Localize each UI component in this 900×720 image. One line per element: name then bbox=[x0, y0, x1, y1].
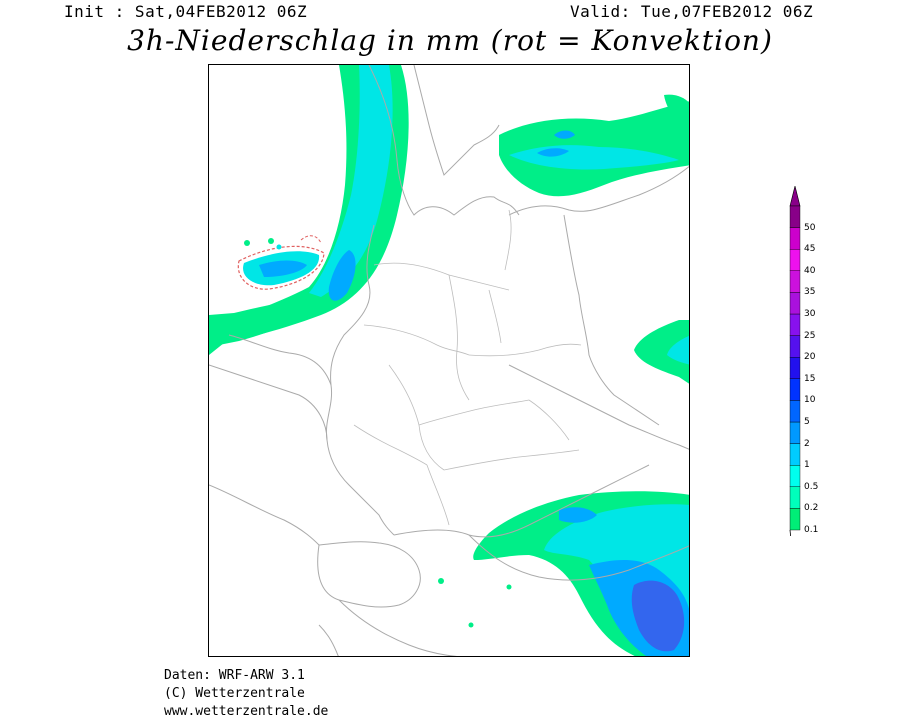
legend-swatch bbox=[790, 508, 800, 530]
border-benelux bbox=[229, 335, 331, 385]
state-borders bbox=[354, 210, 581, 525]
state-border-7 bbox=[354, 425, 427, 465]
precipitation-map bbox=[209, 65, 690, 657]
legend-swatch bbox=[790, 357, 800, 379]
state-border-5 bbox=[389, 365, 444, 470]
legend-arrow-top bbox=[790, 186, 800, 206]
border-italy bbox=[339, 600, 489, 657]
legend-level-label: 45 bbox=[804, 244, 816, 255]
state-border-4 bbox=[469, 344, 581, 356]
legend-level-label: 1 bbox=[804, 460, 810, 471]
legend-level-label: 2 bbox=[804, 438, 810, 449]
border-france-switzerland bbox=[209, 485, 319, 545]
precip-cell bbox=[244, 240, 250, 246]
map-title: 3h-Niederschlag in mm (rot = Konvektion) bbox=[127, 24, 773, 57]
precip-convective-outline-2 bbox=[301, 236, 321, 243]
credits-copyright: (C) Wetterzentrale bbox=[164, 686, 305, 701]
legend-level-label: 10 bbox=[804, 395, 816, 406]
state-border-6 bbox=[444, 450, 579, 470]
legend-level-label: 0.1 bbox=[804, 525, 819, 535]
precip-cell bbox=[277, 245, 282, 250]
state-border-11 bbox=[427, 465, 449, 525]
legend-level-label: 15 bbox=[804, 373, 816, 384]
state-border-8 bbox=[419, 400, 529, 425]
state-border-9 bbox=[489, 290, 501, 343]
legend-swatch bbox=[790, 292, 800, 314]
precip-field-alps bbox=[438, 491, 690, 657]
legend-level-label: 35 bbox=[804, 287, 816, 298]
legend-swatch bbox=[790, 487, 800, 509]
legend-level-label: 40 bbox=[804, 265, 816, 276]
state-border-12 bbox=[529, 400, 569, 440]
state-border-10 bbox=[505, 210, 511, 270]
state-border-3 bbox=[364, 325, 469, 355]
precip-cell bbox=[268, 238, 274, 244]
precip-field-baltic bbox=[499, 95, 690, 197]
legend-swatch bbox=[790, 206, 800, 228]
legend-level-label: 0.2 bbox=[804, 503, 819, 514]
legend-swatch bbox=[790, 314, 800, 336]
legend-level-label: 5 bbox=[804, 417, 810, 427]
border-germany-east bbox=[564, 215, 659, 425]
precip-legend bbox=[780, 186, 840, 536]
legend-swatch bbox=[790, 465, 800, 487]
legend-swatch bbox=[790, 271, 800, 293]
credits-data-source: Daten: WRF-ARW 3.1 bbox=[164, 668, 305, 683]
legend-level-label: 25 bbox=[804, 330, 816, 341]
legend-swatch bbox=[790, 444, 800, 466]
legend-swatch bbox=[790, 422, 800, 444]
map-frame bbox=[208, 64, 690, 657]
coastline-denmark bbox=[414, 65, 499, 175]
precip-cell bbox=[507, 585, 512, 590]
legend-swatch bbox=[790, 400, 800, 422]
precip-field-poland bbox=[634, 320, 690, 385]
credits-website: www.wetterzentrale.de bbox=[164, 704, 329, 719]
border-france-lux bbox=[209, 365, 327, 440]
legend-level-label: 0.5 bbox=[804, 481, 819, 492]
legend-tail bbox=[790, 530, 792, 536]
precip-field-northsea bbox=[209, 65, 409, 355]
legend-swatch bbox=[790, 249, 800, 271]
border-italy-france bbox=[319, 625, 339, 657]
legend-level-label: 20 bbox=[804, 352, 816, 363]
legend-level-label: 50 bbox=[804, 222, 816, 233]
legend-level-label: 30 bbox=[804, 309, 816, 319]
state-border-1 bbox=[374, 263, 509, 290]
init-time-label: Init : Sat,04FEB2012 06Z bbox=[64, 2, 308, 21]
legend-swatch bbox=[790, 379, 800, 401]
precip-cell bbox=[438, 578, 444, 584]
legend-swatch bbox=[790, 228, 800, 250]
state-border-2 bbox=[449, 275, 469, 400]
legend-swatch bbox=[790, 336, 800, 358]
border-switzerland bbox=[318, 542, 421, 607]
valid-time-label: Valid: Tue,07FEB2012 06Z bbox=[570, 2, 814, 21]
precip-cell bbox=[469, 623, 474, 628]
